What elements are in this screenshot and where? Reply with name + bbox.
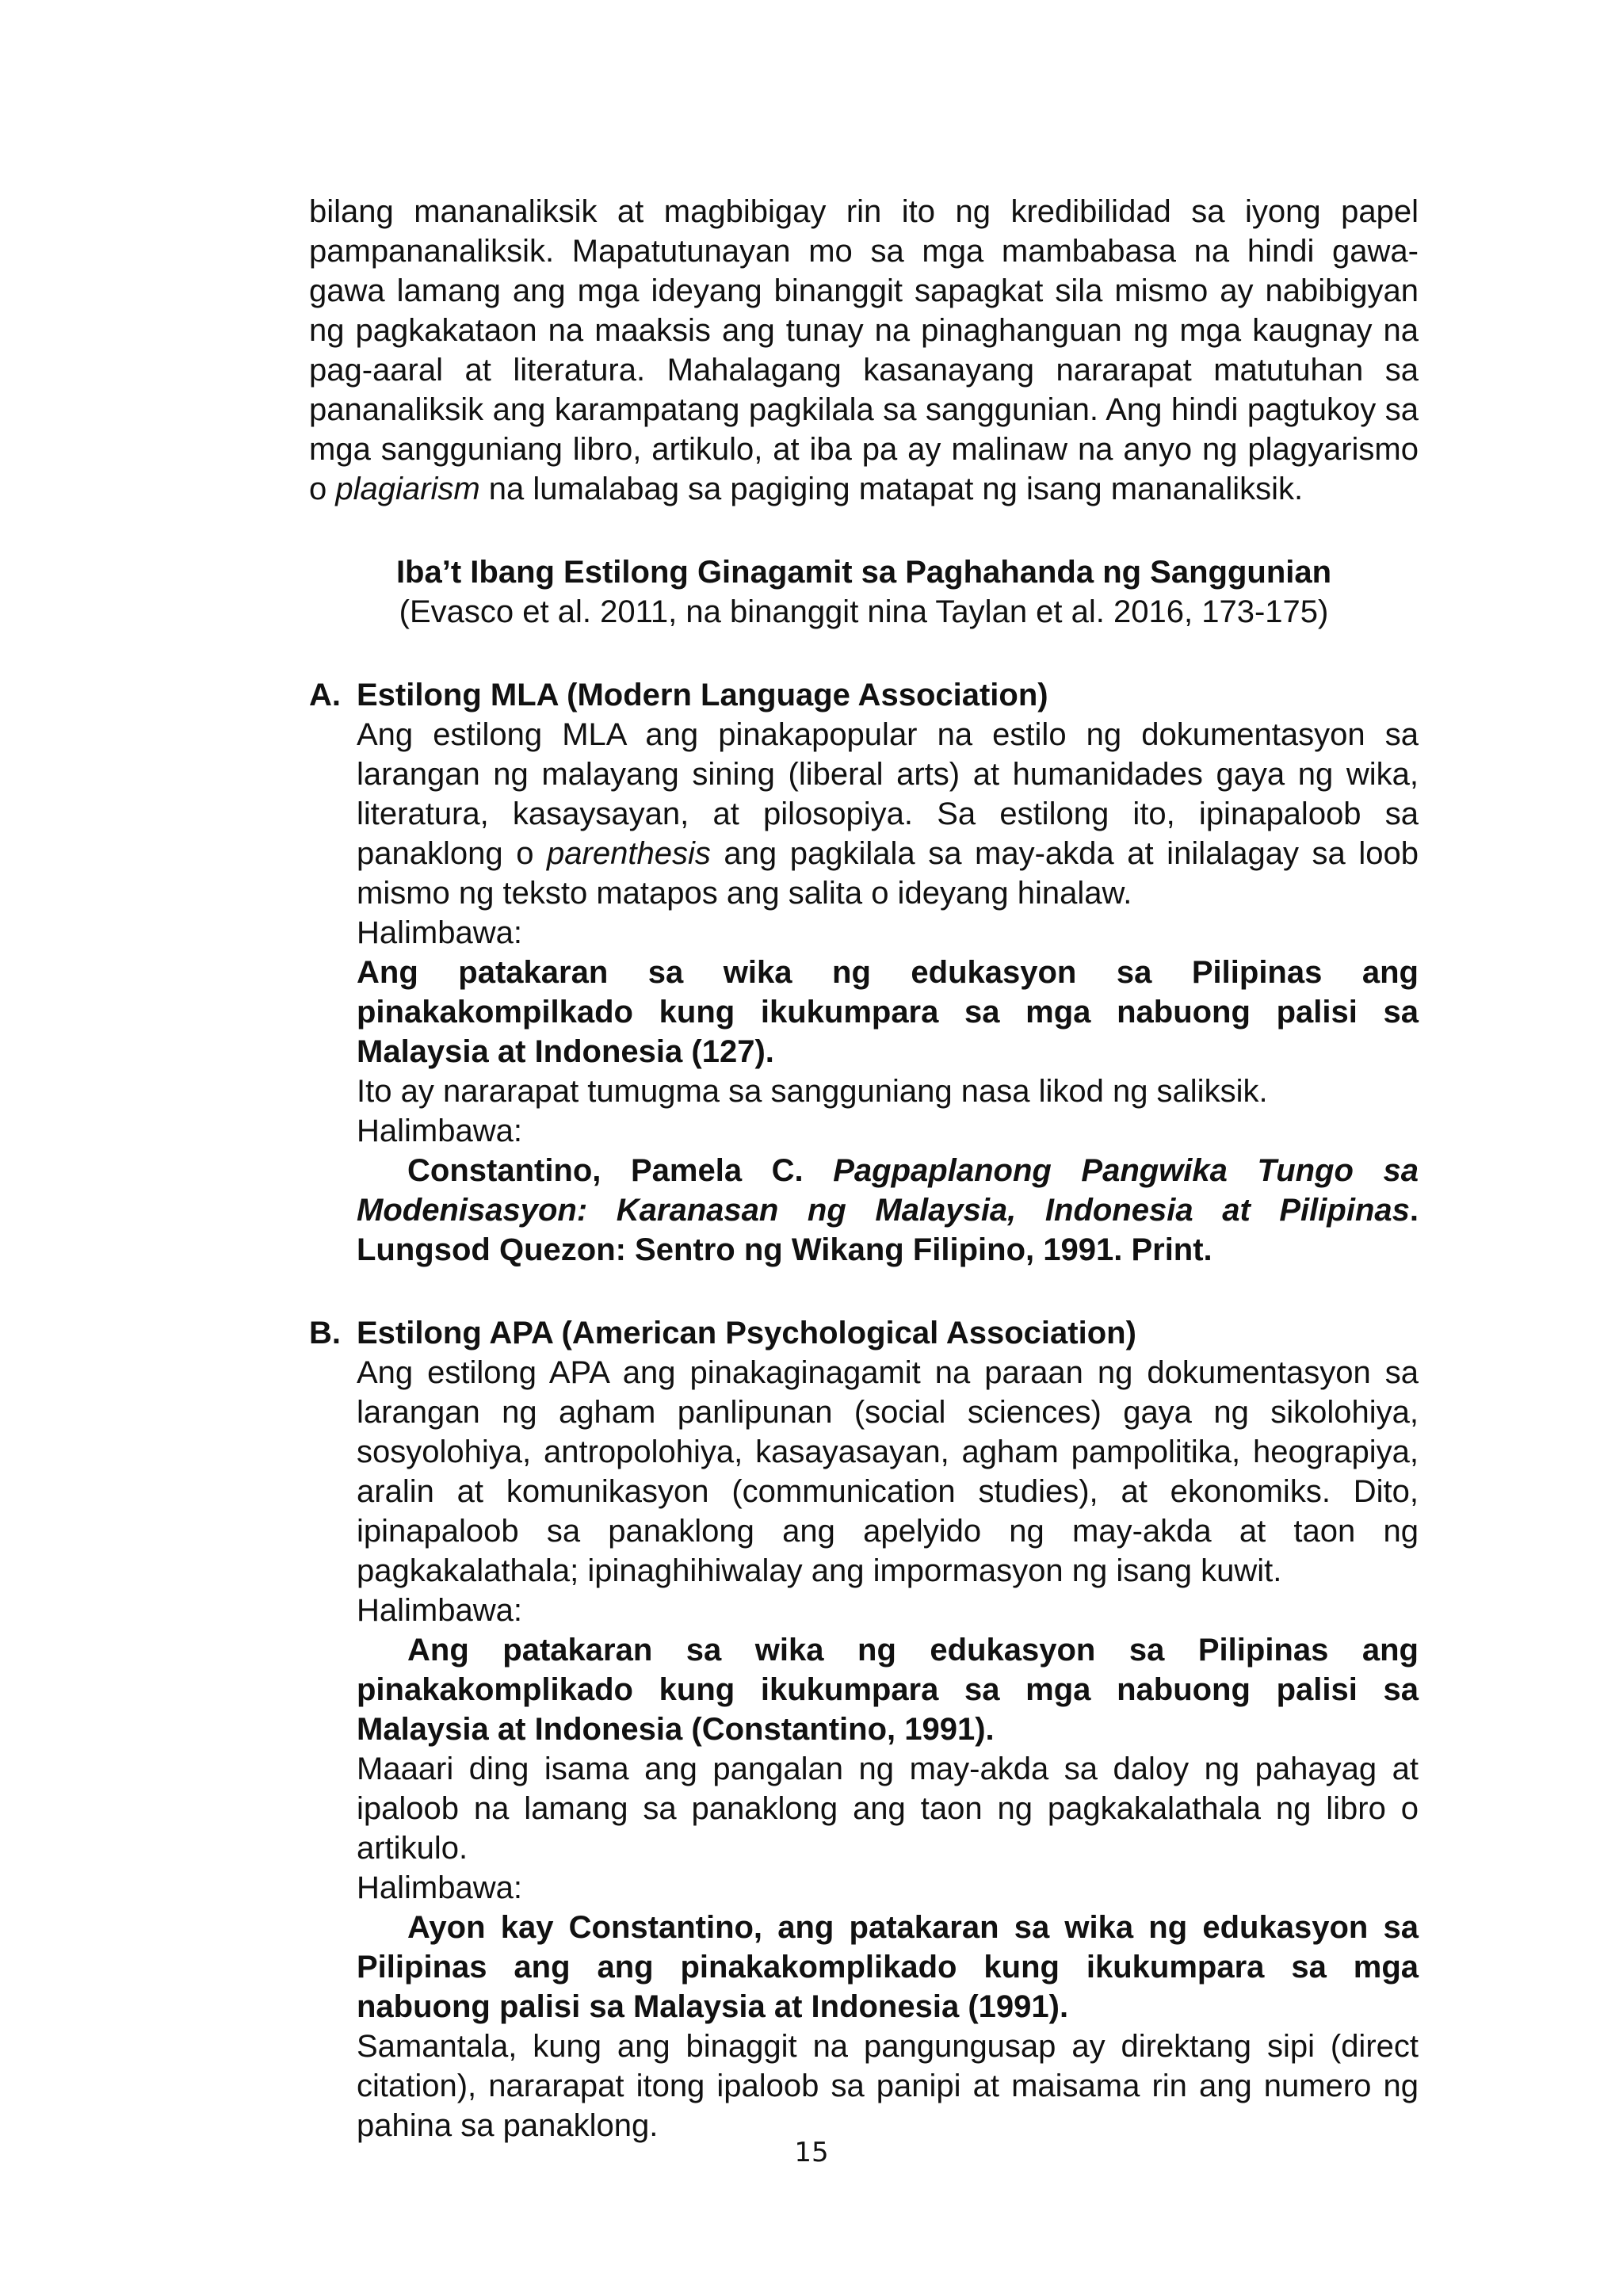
intro-text-end: na lumalabag sa pagiging matapat ng isang mananaliksik. <box>479 472 1304 506</box>
section-mla-heading <box>309 675 1419 715</box>
section-apa-description: Ang estilong APA ang pinakaginagamit na paraan ng dokumentasyon sa larangan ng agham panlipunan (social sciences) gaya ng sikolohiya, sosyolohiya, antropolohiya, kasayasayan, agham pampolitika, heograpiya, aralin at komunikasyon (communication studies), at ekonomiks. Dito, ipinapaloob sa panaklong ang apelyido ng may-akda at taon ng pagkakalathala; ipinaghihiwalay ang impormasyon ng isang kuwit. <box>357 1355 1419 1588</box>
mla-desc-text: Ang estilong MLA ang pinakapopular na estilo ng dokumentasyon sa larangan ng malayang sining (liberal arts) at humanidades gaya ng wika, literatura, kasaysayan, at pilosopiya. Sa estilong ito, ipinapaloob sa panaklong o <box>357 717 1419 871</box>
mla-example-label-2: Halimbawa: <box>357 1114 522 1148</box>
page-content <box>309 192 1419 2145</box>
section-mla-body <box>357 715 1419 1270</box>
citation-publication: . Lungsod Quezon: Sentro ng Wikang Filipino, 1991. Print. <box>357 1193 1419 1267</box>
intro-italic-term: plagiarism <box>335 472 480 506</box>
apa-example-label-1: Halimbawa: <box>357 1593 522 1628</box>
mla-desc-italic-term: parenthesis <box>547 836 711 871</box>
section-mla <box>309 675 1419 1270</box>
intro-paragraph <box>309 192 1419 509</box>
styles-heading <box>309 552 1419 632</box>
section-apa-body <box>357 1353 1419 2145</box>
heading-title: Iba’t Ibang Estilong Ginagamit sa Paghahanda ng Sanggunian <box>395 555 1332 590</box>
mla-desc-text-end: ang pagkilala sa may-akda at inilalagay sa loob mismo ng teksto matapos ang salita o ideyang hinalaw. <box>357 836 1419 911</box>
apa-note-1: Maaari ding isama ang pangalan ng may-akda sa daloy ng pahayag at ipaloob na lamang sa panaklong ang taon ng pagkakalathala ng libro o artikulo. <box>357 1752 1419 1866</box>
intro-text: bilang mananaliksik at magbibigay rin ito ng kredibilidad sa iyong papel pampananaliksik. Mapatutunayan mo sa mga mambabasa na hindi gawa-gawa lamang ang mga ideyang binanggit sapagkat sila mismo ay nabibigyan ng pagkakataon na maaksis ang tunay na pinaghanguan ng mga kaugnay na pag-aaral at literatura. Mahalagang kasanayang nararapat matutuhan sa pananaliksik ang karampatang pagkilala sa sanggunian. Ang hindi pagtukoy sa mga sangguniang libro, artikulo, at iba pa ay malinaw na anyo ng plagyarismo o <box>309 194 1419 506</box>
citation-author: Constantino, Pamela C. <box>407 1153 834 1188</box>
mla-note: Ito ay nararapat tumugma sa sangguniang nasa likod ng saliksik. <box>357 1074 1268 1109</box>
apa-example-label-2: Halimbawa: <box>357 1870 522 1905</box>
page-number: 15 <box>794 2137 829 2168</box>
citation-title: Pagpaplanong Pangwika Tungo sa Modenisasyon: Karanasan ng Malaysia, Indonesia at Pilipinas <box>357 1153 1419 1228</box>
section-mla-letter: A. <box>309 678 341 712</box>
section-mla-description <box>357 715 1419 913</box>
section-apa-title: Estilong APA (American Psychological Association) <box>357 1316 1136 1350</box>
section-apa-letter: B. <box>309 1316 341 1350</box>
mla-example-1: Ang patakaran sa wika ng edukasyon sa Pilipinas ang pinakakompilkado kung ikukumpara sa mga nabuong palisi sa Malaysia at Indonesia (127). <box>357 955 1419 1069</box>
section-apa <box>309 1313 1419 2145</box>
apa-example-2: Ayon kay Constantino, ang patakaran sa wika ng edukasyon sa Pilipinas ang ang pinakakomplikado kung ikukumpara sa mga nabuong palisi sa Malaysia at Indonesia (1991). <box>357 1910 1419 2024</box>
section-mla-title: Estilong MLA (Modern Language Association) <box>357 678 1048 712</box>
section-apa-heading <box>309 1313 1419 1353</box>
mla-citation-example <box>357 1151 1419 1270</box>
mla-example-label-1: Halimbawa: <box>357 915 522 950</box>
heading-source: (Evasco et al. 2011, na binanggit nina Taylan et al. 2016, 173-175) <box>399 594 1329 629</box>
apa-note-2: Samantala, kung ang binaggit na pangungusap ay direktang sipi (direct citation), nararapat itong ipaloob sa panipi at maisama rin ang numero ng pahina sa panaklong. <box>357 2029 1419 2143</box>
apa-example-1: Ang patakaran sa wika ng edukasyon sa Pilipinas ang pinakakomplikado kung ikukumpara sa mga nabuong palisi sa Malaysia at Indonesia (Constantino, 1991). <box>357 1633 1419 1747</box>
